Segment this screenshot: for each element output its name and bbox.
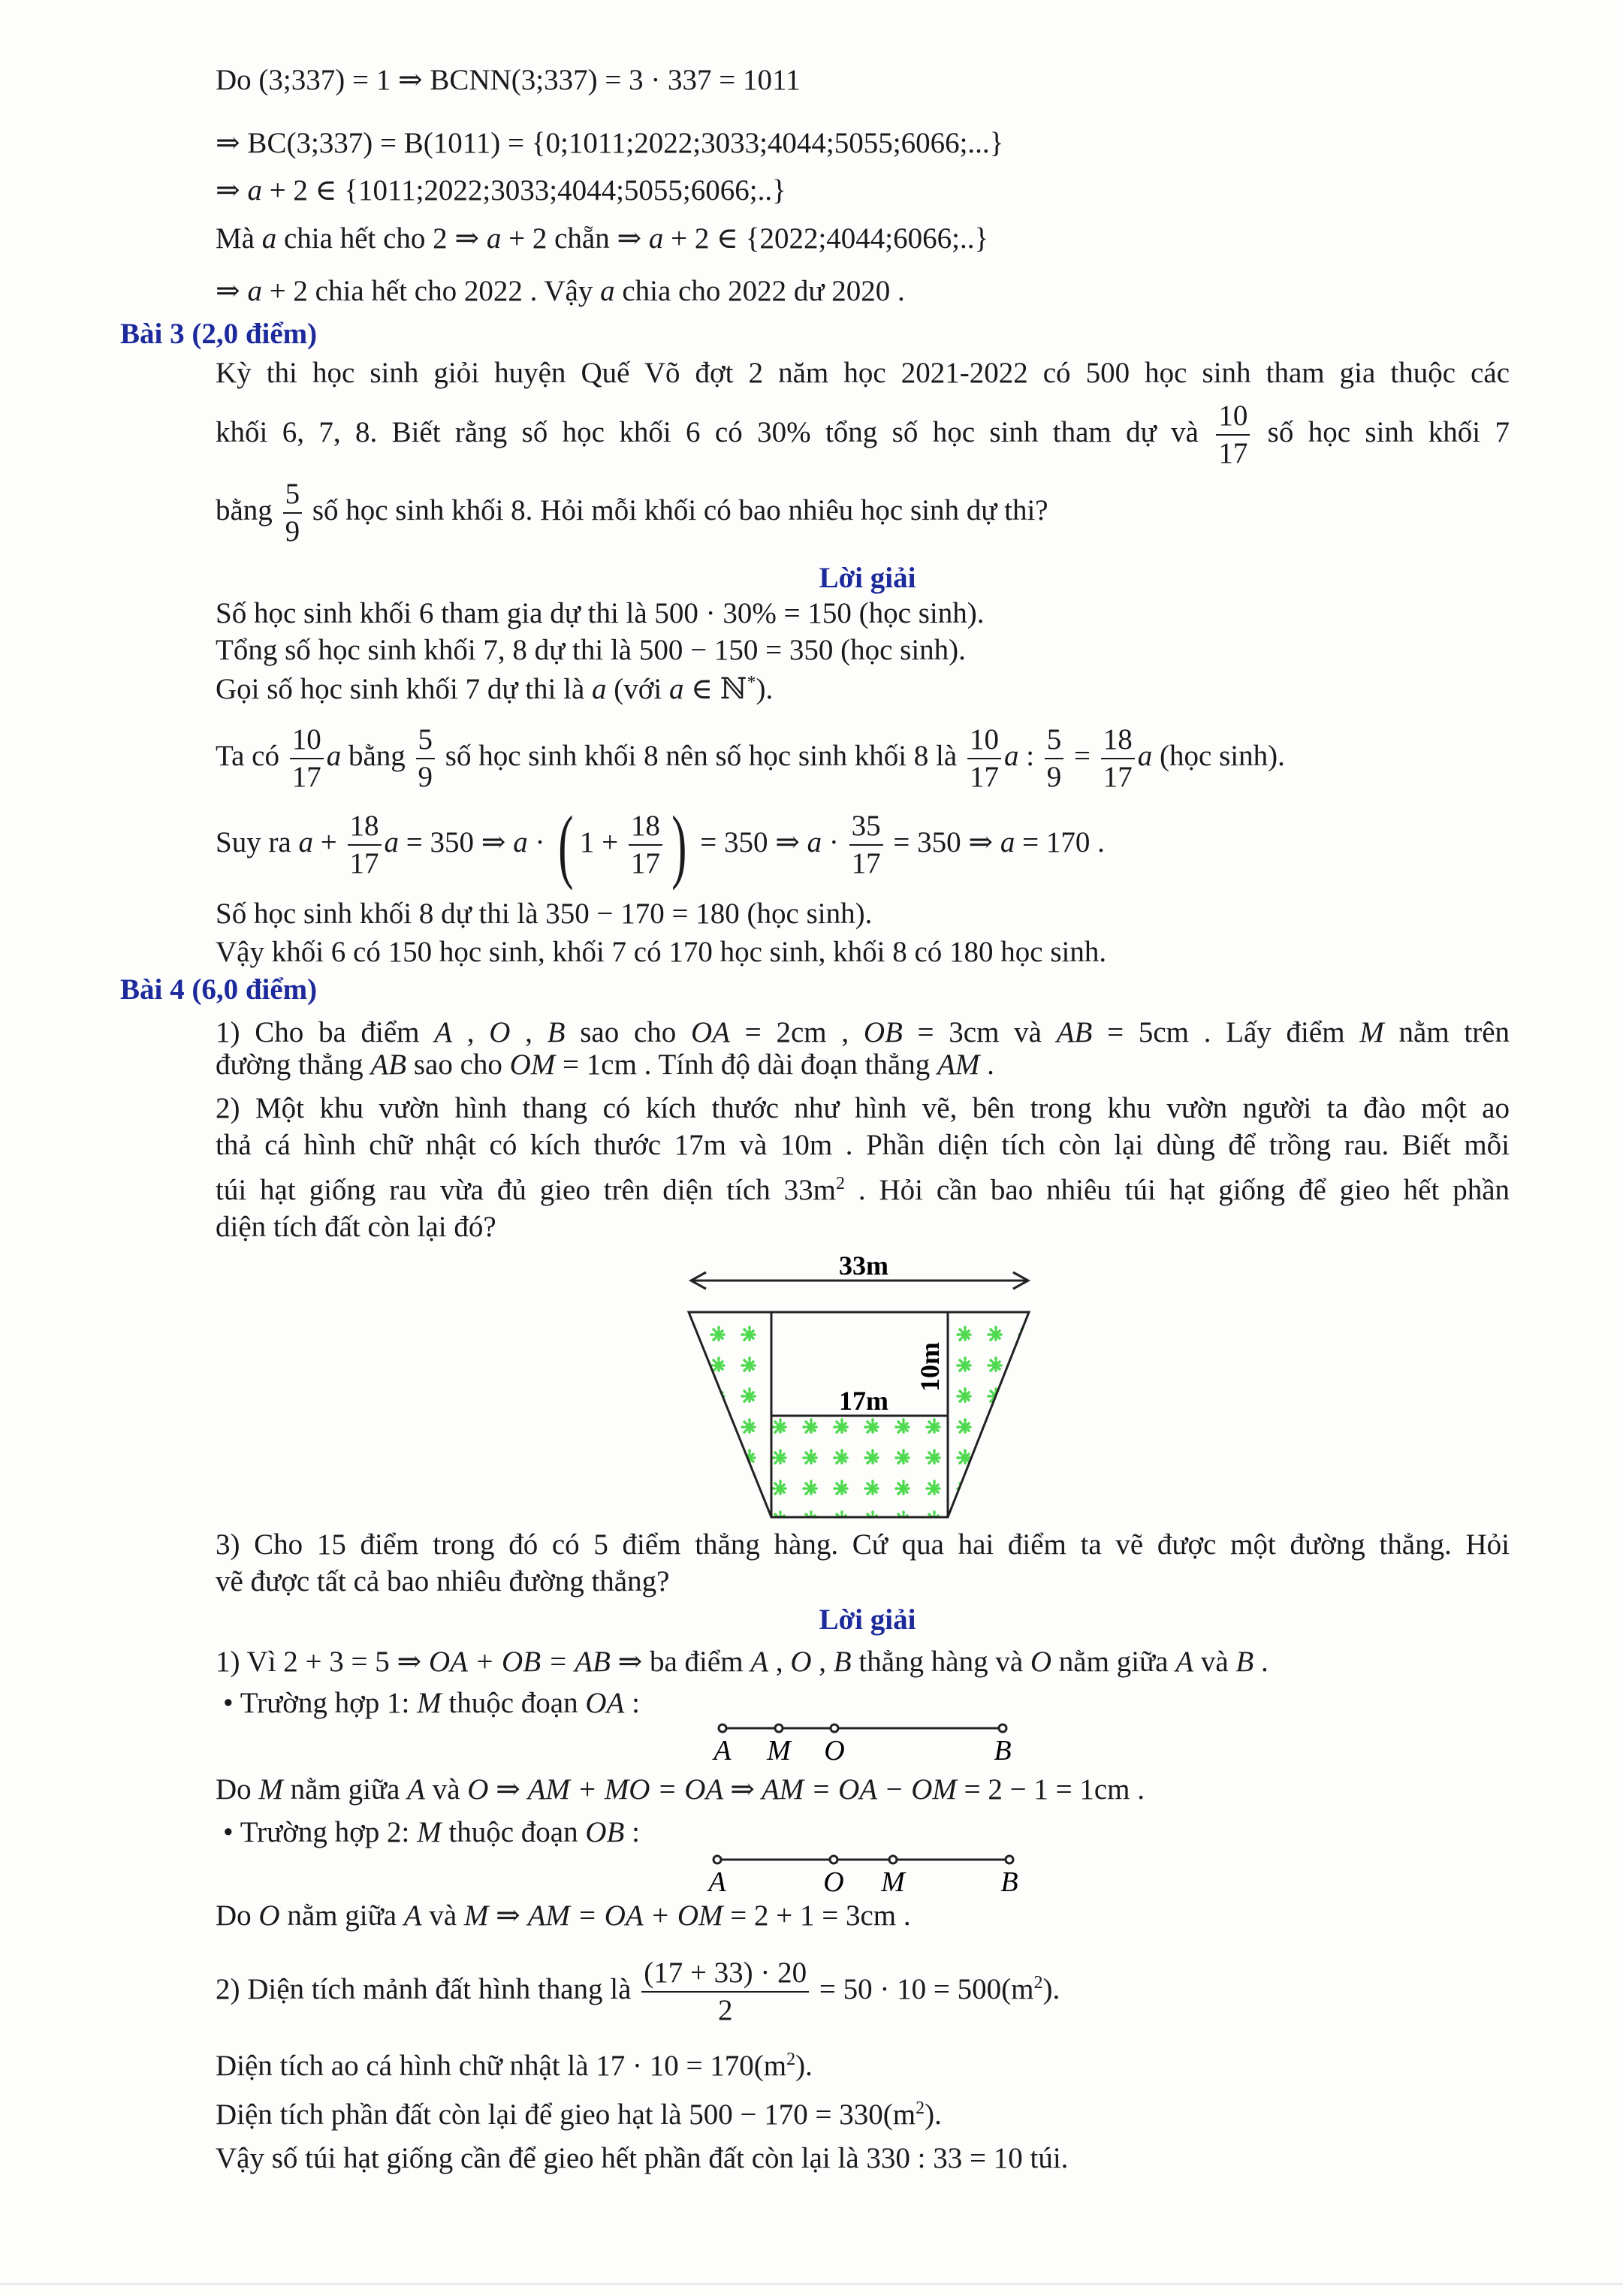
text-run: 3) Cho 15 điểm trong đó có 5 điểm thẳng hàng. Cứ qua hai điểm ta vẽ được một đường thẳng. Hỏi	[216, 1528, 1510, 1561]
page-bottom-rule	[0, 2283, 1623, 2285]
text-run: ,	[768, 1646, 791, 1678]
text-run: Do	[216, 64, 259, 96]
text-run: nằm giữa	[1051, 1646, 1176, 1678]
text-run: + 2 ∈ {1011;2022;3033;4044;5055;6066;..}	[261, 174, 786, 207]
math-variable: a	[384, 825, 399, 858]
math-variable: O	[489, 1016, 511, 1048]
text-run: + 2 chia hết cho 2022 . Vậy	[261, 275, 601, 307]
text-run: = 350 ⇒	[399, 825, 514, 858]
math-variable: a	[1137, 739, 1153, 772]
point-label: M	[881, 1866, 905, 1898]
math-variable: OA + OB = AB	[428, 1646, 611, 1678]
text-run: +	[313, 825, 345, 858]
math-variable: OB	[863, 1016, 903, 1048]
fraction-numerator: 5	[283, 478, 303, 514]
fraction-denominator: 17	[1103, 761, 1133, 793]
text-run: thả cá hình chữ nhật có kích thước 17m và 10m . Phần diện tích còn lại dùng để trồng rau. Biết mỗi	[216, 1129, 1510, 1161]
math-variable: OB	[585, 1816, 625, 1848]
math-variable: OA	[585, 1687, 625, 1719]
text-run: :	[624, 1816, 640, 1848]
math-variable: a	[247, 174, 262, 207]
text-run: :	[1018, 739, 1042, 772]
text-run: ,	[452, 1016, 490, 1048]
point-label: B	[994, 1735, 1012, 1767]
text-run: ).	[756, 673, 774, 705]
text-run: số học sinh khối 7	[1253, 415, 1510, 448]
text-run: .	[1253, 1646, 1269, 1678]
text-run: Gọi số học sinh khối 7 dự thi là	[216, 673, 593, 705]
text-run: (với	[606, 673, 669, 705]
fraction-numerator: 5	[416, 723, 436, 759]
math-variable: AM + MO = OA ⇒ AM = OA − OM	[527, 1773, 957, 1806]
text-run: :	[624, 1687, 640, 1719]
segment-diagram-1	[711, 1724, 1011, 1767]
text-run: = 50 · 10 = 500(m	[812, 1972, 1034, 2005]
math-variable: M	[417, 1687, 442, 1719]
point-O	[830, 1856, 837, 1863]
text-run: = 2 + 1 = 3cm .	[723, 1899, 911, 1932]
math-variable: a	[1000, 825, 1015, 858]
text-run: và	[1193, 1646, 1236, 1678]
text-run: và	[424, 1773, 468, 1806]
fraction-numerator: 10	[290, 723, 324, 759]
text-run: túi hạt giống rau vừa đủ gieo trên diện tích 33m	[216, 1174, 836, 1206]
math-variable: a	[807, 825, 822, 858]
math-variable: a	[486, 222, 502, 255]
text-run: + 2 ∈ {2022;4044;6066;..}	[663, 222, 989, 255]
math-variable: A	[407, 1773, 425, 1806]
math-variable: a	[326, 739, 342, 772]
text-run: (học sinh).	[1152, 739, 1285, 772]
point-label: A	[708, 1866, 726, 1898]
right-paren: )	[671, 799, 687, 891]
math-variable: a	[298, 825, 313, 858]
math-variable: A	[750, 1646, 769, 1678]
text-run: sao cho	[565, 1016, 691, 1048]
superscript: 2	[836, 1174, 845, 1193]
text-run: Mà	[216, 222, 262, 255]
exercise-heading: Bài 3 (2,0 điểm)	[120, 318, 318, 350]
segment-diagram-2	[706, 1856, 1018, 1898]
fraction-denominator: 17	[349, 847, 379, 879]
math-variable: B	[833, 1646, 852, 1678]
text-run: Suy ra	[216, 825, 299, 858]
text-run: số học sinh khối 8. Hỏi mỗi khối có bao nhiêu học sinh dự thi?	[305, 493, 1048, 526]
text-run: ).	[1042, 1972, 1060, 2005]
text-run: • Trường hợp 1:	[223, 1687, 418, 1719]
math-variable: a	[1003, 739, 1019, 772]
math-variable: OM	[509, 1048, 556, 1081]
fraction-numerator: 35	[849, 810, 883, 846]
fraction-denominator: 9	[418, 761, 433, 793]
math-variable: M	[463, 1899, 489, 1932]
text-run: = 3cm và	[902, 1016, 1057, 1048]
point-M	[889, 1856, 897, 1863]
fraction-numerator: 18	[348, 810, 382, 846]
solution-heading: Lời giải	[819, 562, 916, 594]
text-run: = 1cm . Tính độ dài đoạn thẳng	[555, 1048, 937, 1081]
label-pond-width: 17m	[839, 1386, 888, 1416]
math-variable: AB	[370, 1048, 407, 1081]
math-variable: O	[258, 1899, 280, 1932]
text-run: ·	[527, 825, 553, 858]
math-variable: a	[592, 673, 607, 705]
text-run: = 2 − 1 = 1cm .	[956, 1773, 1145, 1806]
exercise-heading: Bài 4 (6,0 điểm)	[120, 973, 318, 1006]
fraction-denominator: 17	[291, 761, 321, 793]
point-B	[999, 1724, 1006, 1732]
fraction-denominator: 17	[851, 847, 881, 879]
text-run: 1) Cho ba điểm	[216, 1016, 435, 1048]
text-run: Kỳ thi học sinh giỏi huyện Quế Võ đợt 2 năm học 2021-2022 có 500 học sinh tham gia thuộc các	[216, 357, 1510, 389]
fraction-numerator: 10	[1216, 400, 1250, 436]
math-variable: B	[1235, 1646, 1254, 1678]
fraction-numerator: 18	[1101, 723, 1135, 759]
math-variable: O	[467, 1773, 489, 1806]
math-variable: a	[648, 222, 664, 255]
point-O	[831, 1724, 838, 1732]
left-paren: (	[558, 799, 574, 891]
text-run: ⇒	[216, 174, 248, 207]
label-top-width: 33m	[839, 1251, 888, 1281]
math-variable: a	[669, 673, 684, 705]
fraction-numerator: 5	[1045, 723, 1064, 759]
text-run: Ta có	[216, 739, 287, 772]
math-variable: A	[1175, 1646, 1194, 1678]
text-run: ).	[795, 2050, 813, 2082]
math-variable: AB	[1056, 1016, 1093, 1048]
text-run: Do	[216, 1773, 259, 1806]
text-run: sao cho	[406, 1048, 510, 1081]
text-run: Vậy khối 6 có 150 học sinh, khối 7 có 170 học sinh, khối 8 có 180 học sinh.	[216, 936, 1107, 968]
point-label: A	[713, 1735, 732, 1767]
fraction-denominator: 17	[1218, 437, 1248, 469]
text-run: =	[1066, 739, 1098, 772]
fraction-denominator: 9	[285, 515, 300, 548]
fraction-numerator: (17 + 33) · 20	[641, 1957, 809, 1993]
point-label: B	[1000, 1866, 1018, 1898]
math-variable: O	[790, 1646, 812, 1678]
text-run: = 350 ⇒	[885, 825, 1000, 858]
text-run: ).	[925, 2098, 942, 2131]
text-run: ∈ ℕ	[683, 673, 747, 705]
text-run: đường thẳng	[216, 1048, 371, 1081]
text-run: số học sinh khối 8 nên số học sinh khối 8 là	[438, 739, 964, 772]
text-run: nằm giữa	[282, 1773, 408, 1806]
math-variable: a	[513, 825, 528, 858]
solution-heading: Lời giải	[819, 1604, 916, 1636]
text-run: ⇒	[488, 1899, 528, 1932]
text-run: ,	[811, 1646, 834, 1678]
math-variable: M	[258, 1773, 283, 1806]
text-run: .	[979, 1048, 994, 1081]
text-run: . Hỏi cần bao nhiêu túi hạt giống để gieo hết phần	[845, 1174, 1510, 1206]
text-run: ·	[822, 825, 846, 858]
point-M	[775, 1724, 783, 1732]
text-run: thuộc đoạn	[441, 1816, 586, 1848]
label-pond-height: 10m	[915, 1342, 945, 1392]
text-run: = 350 ⇒	[692, 825, 807, 858]
fraction-denominator: 9	[1046, 761, 1062, 793]
math-variable: O	[1030, 1646, 1052, 1678]
math-variable: M	[1359, 1016, 1384, 1048]
text-run: khối 6, 7, 8. Biết rằng số học khối 6 có 30% tổng số học sinh tham dự và	[216, 415, 1214, 448]
text-run: vẽ được tất cả bao nhiêu đường thẳng?	[216, 1565, 670, 1598]
fraction-denominator: 17	[969, 761, 999, 793]
math-variable: A	[434, 1016, 453, 1048]
text-run: ⇒	[216, 275, 248, 307]
superscript: *	[747, 673, 756, 692]
point-A	[713, 1856, 721, 1863]
text-run: thuộc đoạn	[441, 1687, 586, 1719]
text-run: thẳng hàng và	[851, 1646, 1030, 1678]
point-label: M	[767, 1735, 791, 1767]
text-run: Số học sinh khối 6 tham gia dự thi là 500 · 30% = 150 (học sinh).	[216, 597, 985, 629]
text-run: (3;337) = 1 ⇒ BCNN(3;337) = 3 · 337 = 1011	[258, 64, 801, 96]
text-run: 2) Diện tích mảnh đất hình thang là	[216, 1972, 639, 2005]
math-variable: a	[600, 275, 615, 307]
point-B	[1006, 1856, 1013, 1863]
fraction-denominator: 17	[630, 847, 660, 879]
text-run: = 2cm ,	[730, 1016, 864, 1048]
text-run: diện tích đất còn lại đó?	[216, 1211, 496, 1243]
superscript: 2	[916, 2098, 925, 2118]
math-variable: AM = OA + OM	[527, 1899, 723, 1932]
point-label: O	[823, 1866, 844, 1898]
text-run: và	[421, 1899, 464, 1932]
text-run: = 170 .	[1015, 825, 1105, 858]
text-run: bằng	[341, 739, 413, 772]
math-variable: A	[403, 1899, 422, 1932]
text-run: chia cho 2022 dư 2020 .	[614, 275, 905, 307]
text-run: ,	[510, 1016, 548, 1048]
superscript: 2	[1033, 1972, 1043, 1993]
superscript: 2	[786, 2050, 796, 2069]
math-variable: M	[417, 1816, 442, 1848]
text-run: Số học sinh khối 8 dự thi là 350 − 170 = 180 (học sinh).	[216, 898, 873, 930]
math-variable: OA	[691, 1016, 730, 1048]
math-variable: a	[247, 275, 262, 307]
text-run: ⇒ ba điểm	[610, 1646, 751, 1678]
text-run: bằng	[216, 493, 280, 526]
point-A	[719, 1724, 726, 1732]
math-variable: AM	[937, 1048, 980, 1081]
text-run: chia hết cho 2 ⇒	[276, 222, 487, 255]
point-label: O	[824, 1735, 845, 1767]
text-run: + 2 chẵn ⇒	[501, 222, 649, 255]
text-run: Tổng số học sinh khối 7, 8 dự thi là 500 − 150 = 350 (học sinh).	[216, 634, 966, 666]
text-run: 2) Một khu vườn hình thang có kích thước như hình vẽ, bên trong khu vườn người ta đào một ao	[216, 1092, 1510, 1124]
text-run: nằm trên	[1383, 1016, 1510, 1048]
text-run: = 5cm . Lấy điểm	[1092, 1016, 1360, 1048]
fraction-denominator: 2	[717, 1994, 733, 2026]
text-run: Diện tích phần đất còn lại để gieo hạt là 500 − 170 = 330(m	[216, 2098, 916, 2131]
fraction-numerator: 10	[967, 723, 1001, 759]
fraction-numerator: 18	[629, 810, 662, 846]
text-run: ⇒ BC(3;337) = B(1011) = {0;1011;2022;3033;4044;5055;6066;...}	[216, 127, 1004, 159]
math-variable: a	[261, 222, 277, 255]
math-variable: B	[547, 1016, 566, 1048]
text-run: 1) Vì 2 + 3 = 5 ⇒	[216, 1646, 429, 1678]
text-run: Vậy số túi hạt giống cần để gieo hết phần đất còn lại là 330 : 33 = 10 túi.	[216, 2142, 1069, 2174]
text-run: ⇒	[488, 1773, 528, 1806]
text-run: Do	[216, 1899, 259, 1932]
text-run: nằm giữa	[279, 1899, 404, 1932]
text-run: 1 +	[579, 825, 626, 858]
text-run: • Trường hợp 2:	[223, 1816, 418, 1848]
text-run: Diện tích ao cá hình chữ nhật là 17 · 10 = 170(m	[216, 2050, 787, 2082]
